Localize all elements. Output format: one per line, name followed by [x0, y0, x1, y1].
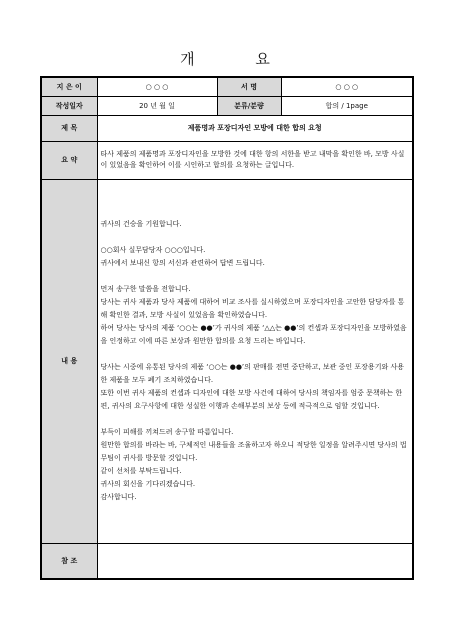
paragraph-gap — [101, 270, 410, 283]
signature-field[interactable]: ○ ○ ○ — [281, 77, 413, 96]
summary-field[interactable]: 타사 제품의 제품명과 포장디자인을 모방한 것에 대한 항의 서한을 받고 내막을 확인한 바, 모방 사실이 있었음을 확인하여 이를 시인하고 합의를 요청하는 글입니다. — [97, 141, 413, 179]
content-line: 당사는 시중에 유통된 당사의 제품 ‘○○는 ●●’의 판매를 전면 중단하고, 보관 중인 포장용기와 사용한 제품을 모두 폐기 조치하였습니다. — [100, 363, 404, 384]
summary-form-table — [40, 76, 414, 580]
paragraph-gap — [101, 348, 410, 361]
content-line: 하여 당사는 당사의 제품 ‘○○는 ●●’가 귀사의 제품 ‘△△는 ●●’의 컨셉과 포장디자인을 모방하였음을 인정하고 이에 따른 보상과 원만한 합의를 요청 드리는 바입니다. — [100, 324, 407, 345]
content-body[interactable] — [97, 179, 413, 543]
summary-label: 요 약 — [41, 141, 97, 179]
content-line: 원만한 합의를 바라는 바, 구체적인 내용들을 조율하고자 하오니 적당한 일정을 알려주시면 당사의 법무팀이 귀사를 방문할 것입니다. — [100, 441, 407, 462]
reference-label: 참 조 — [41, 543, 97, 579]
content-line: 귀사의 회신을 기다리겠습니다. — [100, 480, 196, 488]
category-field[interactable]: 합의 / 1page — [281, 96, 413, 115]
content-line: 또한 이번 귀사 제품의 컨셉과 디자인에 대한 모방 사건에 대하여 당사의 책임자를 엄중 문책하는 한편, 귀사의 요구사항에 대한 성실한 이행과 손해부분의 보상 등에 적극적으로 임할 것입니다. — [100, 389, 403, 410]
category-label: 분류/분량 — [217, 96, 281, 115]
subject-field[interactable]: 제품명과 포장디자인 모방에 대한 합의 요청 — [97, 115, 413, 141]
signature-label: 서 명 — [217, 77, 281, 96]
author-field[interactable]: ○ ○ ○ — [97, 77, 217, 96]
content-line: 귀사의 건승을 기원합니다. — [100, 220, 182, 228]
reference-field[interactable] — [97, 543, 413, 579]
date-label: 작성일자 — [41, 96, 97, 115]
author-label: 지 은 이 — [41, 77, 97, 96]
content-line: ○○회사 실무담당자 ○○○입니다. — [100, 246, 206, 254]
content-line: 부득이 피해를 끼쳐드려 송구할 따름입니다. — [100, 428, 234, 436]
paragraph-gap — [101, 413, 410, 426]
content-label: 내 용 — [41, 179, 97, 543]
content-line: 당사는 귀사 제품과 당사 제품에 대하여 비교 조사를 실시하였으며 포장디자인을 고안한 담당자를 통해 확인한 결과, 모방 사실이 있었음을 확인하였습니다. — [100, 298, 405, 319]
document-title: 개 요 — [180, 50, 298, 68]
subject-label: 제 목 — [41, 115, 97, 141]
date-field[interactable]: 20 년 월 일 — [97, 96, 217, 115]
content-line: 귀사에서 보내신 항의 서신과 관련하여 답변 드립니다. — [100, 259, 265, 267]
content-line: 감사합니다. — [100, 493, 137, 501]
paragraph-gap — [101, 231, 410, 244]
content-line: 같이 선처를 부탁드립니다. — [100, 467, 182, 475]
content-line: 먼저 송구한 말씀을 전합니다. — [100, 285, 191, 293]
